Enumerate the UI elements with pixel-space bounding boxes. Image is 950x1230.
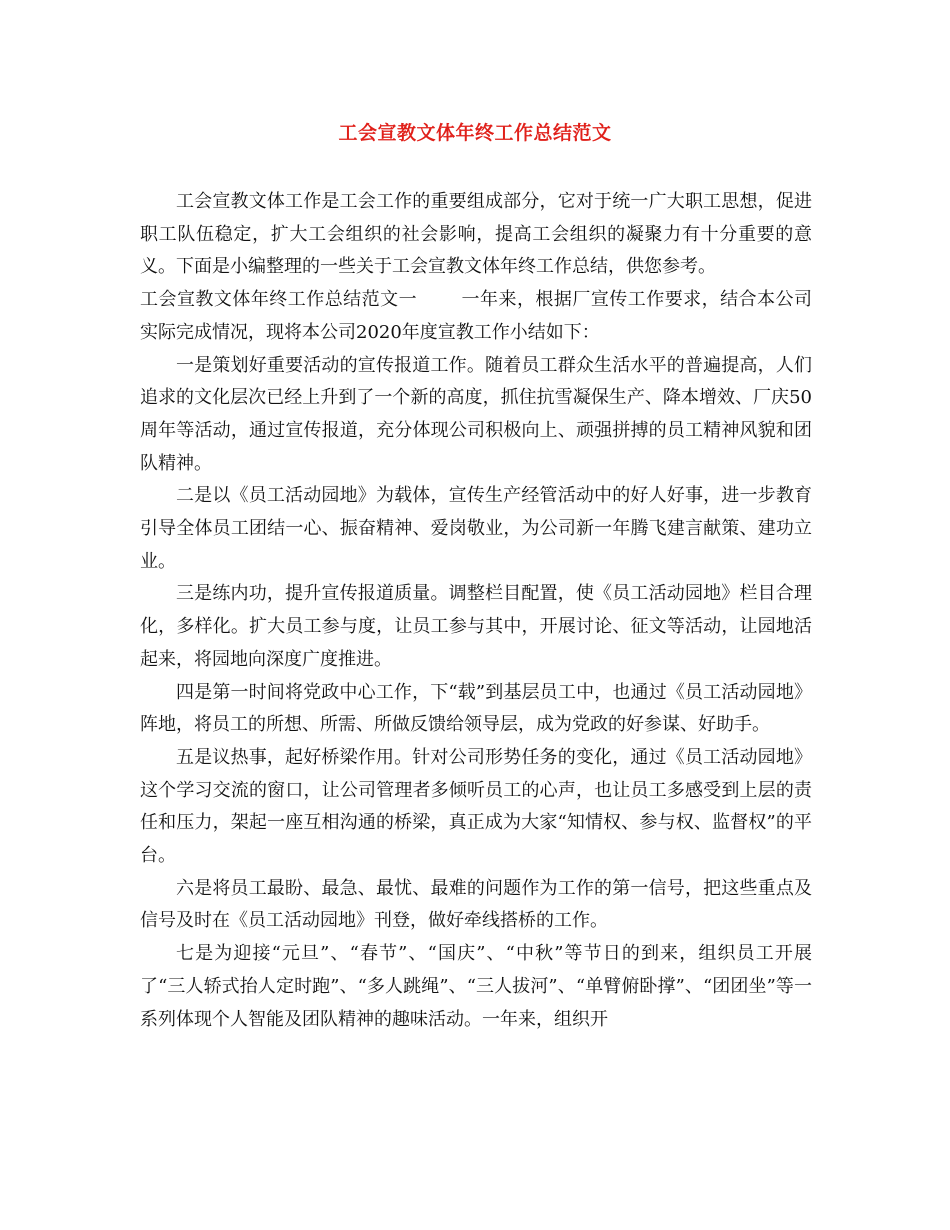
document-title: 工会宣教文体年终工作总结范文 (338, 122, 612, 144)
body-paragraph-1: 一是策划好重要活动的宣传报道工作。随着员工群众生活水平的普遍提高，人们追求的文化层次已经上升到了一个新的高度，抓住抗雪凝保生产、降本增效、厂庆50周年等活动，通过宣传报道，充分体现公司积极向上、顽强拼搏的员工精神风貌和团队精神。 (140, 354, 812, 474)
body-paragraph-5: 五是议热事，起好桥梁作用。针对公司形势任务的变化，通过《员工活动园地》这个学习交流的窗口，让公司管理者多倾听员工的心声，也让员工多感受到上层的责任和压力，架起一座互相沟通的桥梁，真正成为大家“知情权、参与权、监督权”的平台。 (140, 746, 812, 867)
body-paragraph-7: 七是为迎接“元旦”、“春节”、“国庆”、“中秋”等节日的到来，组织员工开展了“三人轿式抬人定时跑”、“多人跳绳”、“三人拔河”、“单臂俯卧撑”、“团团坐”等一系列体现个人智能及团队精神的趣味活动。一年来，组织开 (140, 943, 812, 1030)
body-paragraph-4: 四是第一时间将党政中心工作，下“载”到基层员工中，也通过《员工活动园地》阵地，将员工的所想、所需、所做反馈给领导层，成为党政的好参谋、好助手。 (140, 681, 812, 736)
document-body (140, 186, 812, 1036)
intro-paragraph: 工会宣教文体工作是工会工作的重要组成部分，它对于统一广大职工思想，促进职工队伍稳定，扩大工会组织的社会影响，提高工会组织的凝聚力有十分重要的意义。下面是小编整理的一些关于工会宣教文体年终工作总结，供您参考。 (140, 191, 812, 278)
body-paragraph-2: 二是以《员工活动园地》为载体，宣传生产经管活动中的好人好事，进一步教育引导全体员工团结一心、振奋精神、爱岗敬业，为公司新一年腾飞建言献策、建功立业。 (140, 485, 812, 572)
section-lead: 一年来，根据厂宣传工作要求，结合本公司实际完成情况，现将本公司2020年度宣教工作小结如下： (140, 289, 813, 343)
section-paragraph (140, 284, 812, 349)
section-heading: 工会宣教文体年终工作总结范文一 (140, 289, 418, 311)
body-paragraph-6: 六是将员工最盼、最急、最忧、最难的问题作为工作的第一信号，把这些重点及信号及时在《员工活动园地》刊登，做好牵线搭桥的工作。 (140, 877, 812, 932)
body-paragraph-3: 三是练内功，提升宣传报道质量。调整栏目配置，使《员工活动园地》栏目合理化，多样化。扩大员工参与度，让员工参与其中，开展讨论、征文等活动，让园地活起来，将园地向深度广度推进。 (140, 583, 812, 670)
